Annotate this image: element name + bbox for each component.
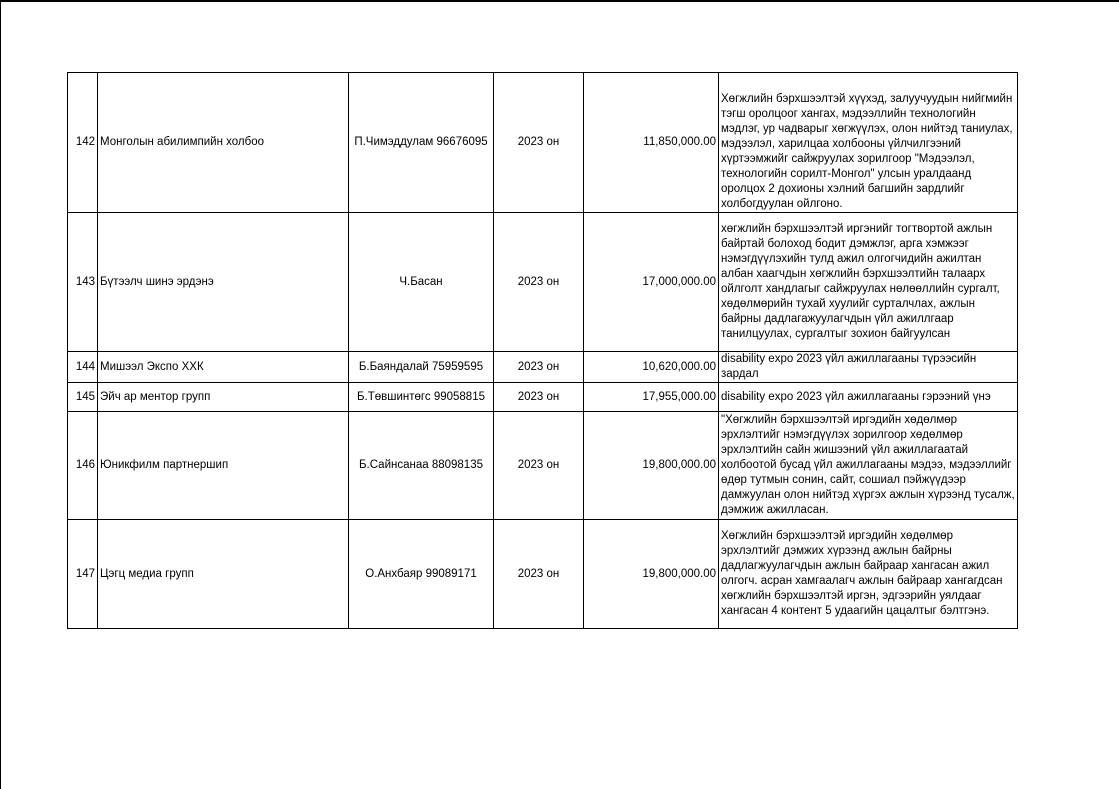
amount: 10,620,000.00 [584, 352, 719, 383]
amount: 19,800,000.00 [584, 412, 719, 520]
row-number: 147 [68, 520, 98, 629]
year: 2023 он [494, 412, 584, 520]
table-row [68, 520, 1018, 629]
organization-name: Монголын абилимпийн холбоо [98, 73, 349, 213]
amount: 19,800,000.00 [584, 520, 719, 629]
organization-name: Эйч ар ментор групп [98, 383, 349, 412]
table-row [68, 73, 1018, 213]
description: "Хөгжлийн бэрхшээлтэй иргэдийн хөдөлмөр эрхлэлтийг нэмэгдүүлэх зорилгоор хөдөлмөр эрхлэлтийн сайн жишээний үйл ажиллагаатай холбоотой бусад үйл ажиллагааны мэдээ, мэдээллийг өдөр тутмын сонин, сайт, сошиал пэйжүүдээр дамжуулан олон нийтэд хүргэх ажлын хүрээнд тусалж, дэмжиж ажилласан. [719, 412, 1018, 520]
organization-name: Мишээл Экспо ХХК [98, 352, 349, 383]
row-number: 144 [68, 352, 98, 383]
row-number: 145 [68, 383, 98, 412]
contact-person: П.Чимэддулам 96676095 [349, 73, 494, 213]
description: disability expo 2023 үйл ажиллагааны түрээсийн зардал [719, 352, 1018, 383]
description: хөгжлийн бэрхшээлтэй иргэнийг тогтвортой ажлын байртай болоход бодит дэмжлэг, арга хэмжээг нэмэгдүүлэхийн тулд ажил олгогчидийн ажилтан албан хаагчдын хөгжлийн бэрхшээлтийн талаарх ойлголт хандлагыг сайжруулах нөлөөллийн сургалт, хөдөлмөрийн тухай хуулийг сурталчлах, ажлын байрны дадлагажуулагчдын үйл ажиллгаар танилцуулах, сургалтыг зохион байгуулсан [719, 213, 1018, 352]
contact-person: Б.Төвшинтөгс 99058815 [349, 383, 494, 412]
amount: 11,850,000.00 [584, 73, 719, 213]
amount: 17,955,000.00 [584, 383, 719, 412]
year: 2023 он [494, 352, 584, 383]
row-number: 146 [68, 412, 98, 520]
table-row [68, 213, 1018, 352]
year: 2023 он [494, 73, 584, 213]
contact-person: Ч.Басан [349, 213, 494, 352]
table-row [68, 412, 1018, 520]
amount: 17,000,000.00 [584, 213, 719, 352]
table-row [68, 383, 1018, 412]
table-row [68, 352, 1018, 383]
row-number: 143 [68, 213, 98, 352]
description: disability expo 2023 үйл ажиллагааны гэрээний үнэ [719, 383, 1018, 412]
year: 2023 он [494, 520, 584, 629]
description: Хөгжлийн бэрхшээлтэй хүүхэд, залуучуудын нийгмийн тэгш оролцоог хангах, мэдээллийн технологийн мэдлэг, ур чадварыг хөгжүүлэх, олон нийтэд таниулах, мэдээлэл, харилцаа холбооны үйлчилгээний хүртээмжийг сайжруулах зорилгоор "Мэдээлэл, технологийн сорилт-Монгол" улсын уралдаанд оролцох 2 дохионы хэлний багшийн зардлийг холбогдуулан ойлгоно. [719, 73, 1018, 213]
contact-person: Б.Баяндалай 75959595 [349, 352, 494, 383]
funding-table [67, 72, 1018, 629]
organization-name: Юникфилм партнершип [98, 412, 349, 520]
row-number: 142 [68, 73, 98, 213]
organization-name: Бүтээлч шинэ эрдэнэ [98, 213, 349, 352]
contact-person: Б.Сайнсанаа 88098135 [349, 412, 494, 520]
description: Хөгжлийн бэрхшээлтэй иргэдийн хөдөлмөр эрхлэлтийг дэмжих хүрээнд ажлын байрны дадлагжуулагчдын ажлын байраар хангасан ажил олгогч. асран хамгаалагч ажлын байраар хангагдсан хөгжлийн бэрхшээлтэй иргэн, эдгээрийн уялдааг хангасан 4 контент 5 удаагийн цацалтыг бэлтгэнэ. [719, 520, 1018, 629]
contact-person: О.Анхбаяр 99089171 [349, 520, 494, 629]
organization-name: Цэгц медиа групп [98, 520, 349, 629]
year: 2023 он [494, 213, 584, 352]
year: 2023 он [494, 383, 584, 412]
